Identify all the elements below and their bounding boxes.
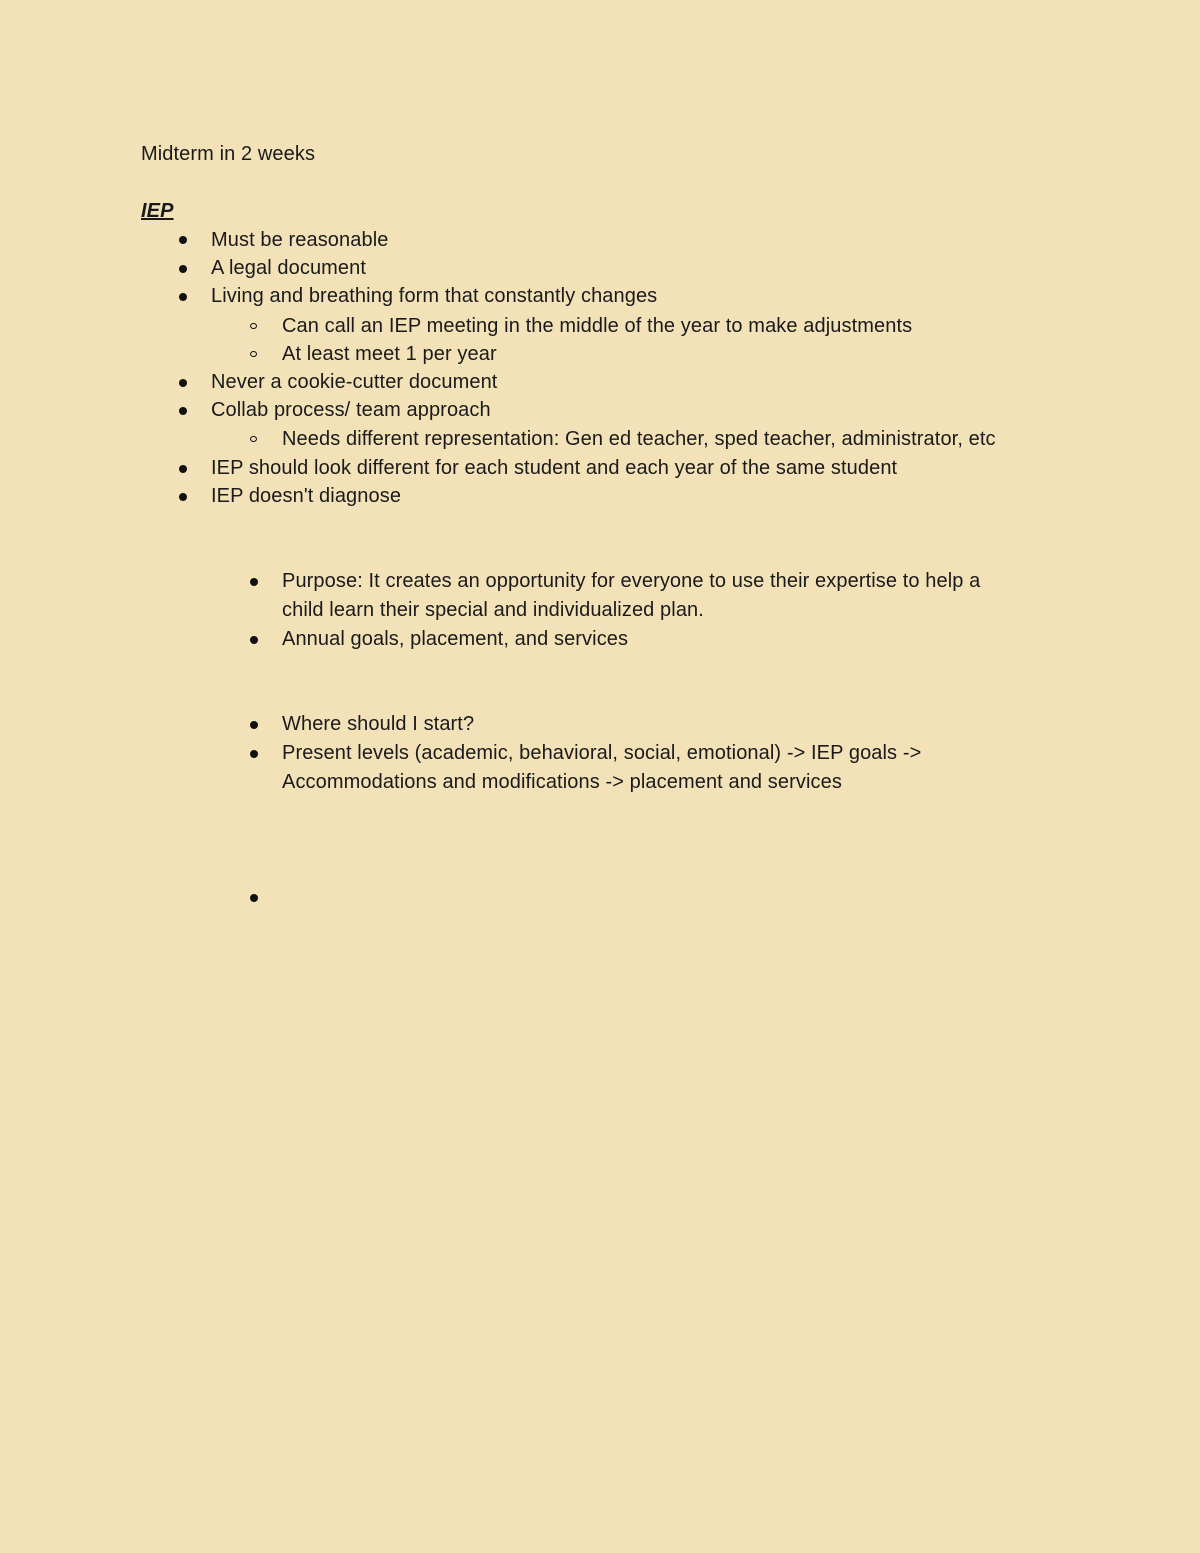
bullet-icon	[179, 379, 187, 387]
bullet-icon	[179, 465, 187, 473]
bullet-icon	[179, 407, 187, 415]
bullet-icon	[250, 750, 258, 758]
bullet-icon	[179, 493, 187, 501]
empty-bullet-icon	[250, 894, 258, 902]
list-item: Living and breathing form that constantly changes	[211, 285, 658, 307]
hollow-bullet-icon	[250, 351, 257, 357]
list-item: Present levels (academic, behavioral, social, emotional) -> IEP goals ->	[282, 742, 922, 764]
intro-line: Midterm in 2 weeks	[141, 143, 316, 165]
bullet-icon	[250, 578, 258, 586]
bullet-icon	[179, 293, 187, 301]
list-item: IEP doesn't diagnose	[211, 485, 402, 507]
hollow-bullet-icon	[250, 323, 257, 329]
bullet-icon	[250, 721, 258, 729]
list-item-continuation: Accommodations and modifications -> placement and services	[282, 771, 842, 793]
sub-list-item: Can call an IEP meeting in the middle of the year to make adjustments	[282, 315, 913, 337]
hollow-bullet-icon	[250, 436, 257, 442]
list-item: Never a cookie-cutter document	[211, 371, 498, 393]
list-item: Collab process/ team approach	[211, 399, 491, 421]
bullet-icon	[179, 265, 187, 273]
list-item: IEP should look different for each student and each year of the same student	[211, 457, 898, 479]
list-item: A legal document	[211, 257, 367, 279]
bullet-icon	[250, 636, 258, 644]
list-item: Where should I start?	[282, 713, 475, 735]
list-item: Annual goals, placement, and services	[282, 628, 629, 650]
sub-list-item: At least meet 1 per year	[282, 343, 497, 365]
list-item: Must be reasonable	[211, 229, 389, 251]
bullet-icon	[179, 236, 187, 244]
list-item-continuation: child learn their special and individualized plan.	[282, 599, 704, 621]
section-heading: IEP	[141, 200, 174, 222]
sub-list-item: Needs different representation: Gen ed teacher, sped teacher, administrator, etc	[282, 428, 996, 450]
list-item: Purpose: It creates an opportunity for everyone to use their expertise to help a	[282, 570, 981, 592]
